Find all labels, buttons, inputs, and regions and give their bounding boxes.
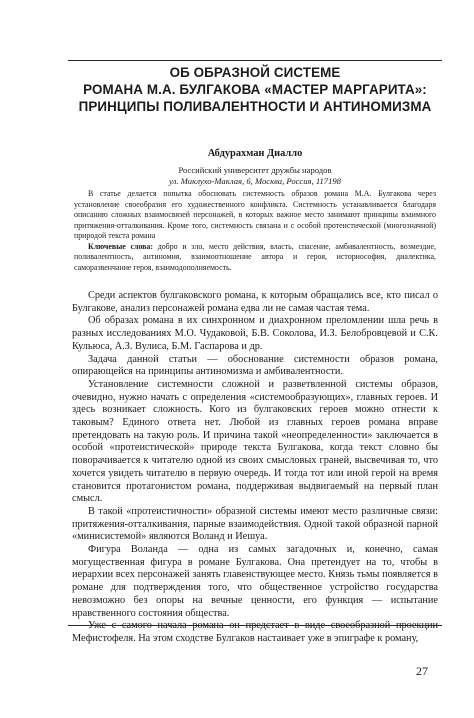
title-line-1: ОБ ОБРАЗНОЙ СИСТЕМЕ (169, 65, 341, 80)
body-paragraph: Уже с самого начала романа он предстает в виде своеобразной проекции Мефистофеля. На этом сходстве Булгаков настаивает уже в эпиграфе к роману, (72, 620, 438, 644)
top-rule (68, 60, 442, 61)
title-line-2: РОМАНА М.А. БУЛГАКОВА «МАСТЕР МАРГАРИТА»: (83, 82, 427, 97)
body-paragraph: Среди аспектов булгаковского романа, к которым обращались все, кто писал о Булгакове, анализ персонажей романа едва ли не самая частая тема. (72, 290, 438, 314)
affiliation-university: Российский университет дружбы народов (178, 165, 332, 175)
article-title (70, 64, 440, 115)
page-number: 27 (416, 664, 428, 678)
affiliation-address: ул. Миклухо-Маклая, 6, Москва, Россия, 117198 (169, 176, 341, 186)
article-body (72, 290, 438, 646)
author-name: Абдурахман Диалло (207, 148, 303, 159)
keywords-label: Ключевые слова: (88, 241, 153, 251)
title-line-3: ПРИНЦИПЫ ПОЛИВАЛЕНТНОСТИ И АНТИНОМИЗМА (78, 99, 432, 114)
bottom-rule (68, 625, 442, 626)
body-paragraph: Установление системности сложной и разветвленной системы образов, очевидно, нужно начать с определения «системообразующих», главных героев. И здесь возникает сложность. Кого из булгаковских героев можно отнести к таковым? Единого ответа нет. Любой из главных героев романа вправе претендовать на такую роль. И причина такой «неопределенности» заключается в особой «протеистической» природе текста Булгакова, когда текст словно бы поворачивается к читателю одной из своих смысловых граней, высвечивая то, что хочется увидеть читателю в первую очередь. И тогда тот или иной герой на время становится протагонистом романа, поддерживая выдвигаемый на первый план смысл. (72, 378, 438, 505)
body-paragraph: Фигура Воланда — одна из самых загадочных и, конечно, самая могущественная фигура в романе Булгакова. Она претендует на то, чтобы в иерархии всех персонажей занять главенствующее место. Князь тьмы появляется в романе для подтверждения того, что общественное устройство государства невозможно без опоры на вечные ценности, его функция — испытание нравственного состояния общества. (72, 544, 438, 619)
body-paragraph: Задача данной статьи — обоснование системности образов романа, опирающейся на принципы антиномизма и амбивалентности. (72, 353, 438, 378)
abstract (74, 189, 436, 273)
body-paragraph: В такой «протеистичности» образной системы имеют место различные связи: притяжения-отталкивания, парные взаимодействия. Одной такой образной парной «минисистемой» являются Воланд и Иешуа. (72, 505, 438, 543)
keywords-list: добро и зло, место действия, власть, спасение, амбивалентность, возмездие, поливалентность, антиномия, взаимоотношение автора и героя, историософия, диалектика, саморазвенчание героя, взаимодополняемость. (74, 241, 436, 272)
affiliation (70, 165, 440, 187)
body-paragraph: Об образах романа в их синхронном и диахронном преломлении шла речь в разных исследованиях М.О. Чудаковой, Б.В. Соколова, И.З. Белобровцевой и С.К. Кульюса, А.З. Вулиса, Б.М. Гаспарова и др. (72, 315, 438, 352)
keywords (74, 242, 436, 274)
abstract-text: В статье делается попытка обосновать системность образов романа М.А. Булгакова через установление своеобразия его художественного конфликта. Системность устанавливается благодаря описанию сложных взаимосвязей персонажей, в которых важное место занимают принципы взаимного притяжения-отталкивания. Кроме того, системность связана и с особой протеистической (многозначной) природой текста романа (74, 189, 436, 240)
